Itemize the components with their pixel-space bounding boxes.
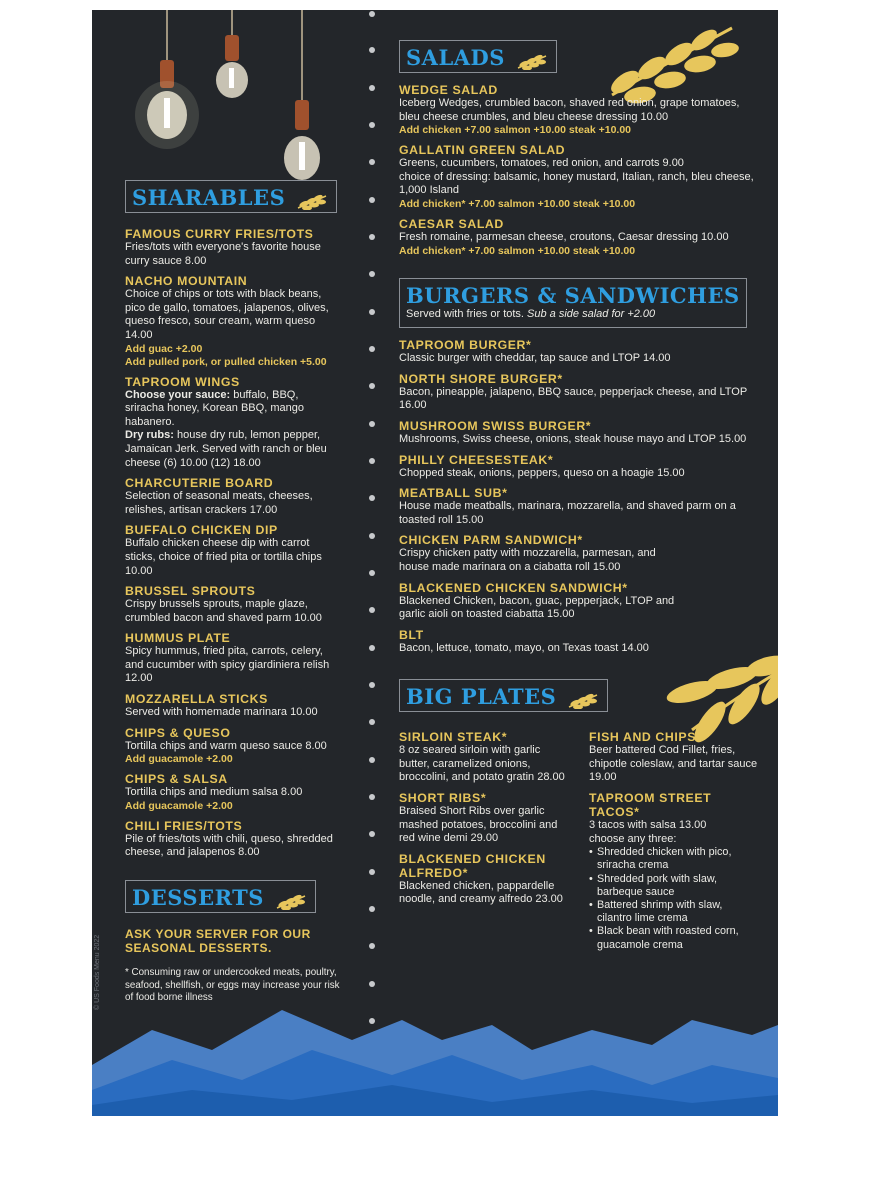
list-item: • Shredded pork with slaw, barbeque sauce — [589, 873, 759, 899]
item-description: Spicy hummus, fried pita, carrots, celery, and cucumber with spicy giardiniera relish 12.00 — [125, 645, 330, 685]
item-description: Greens, cucumbers, tomatoes, red onion, and carrots 9.00 — [399, 157, 684, 170]
item-description — [125, 389, 340, 471]
rubs-text: house dry rub, lemon pepper, Jamaican Jerk. Served with ranch or bleu cheese (6) 10.00 (12) 18.00 — [125, 429, 327, 469]
item-name: BLACKENED CHICKEN SANDWICH* — [399, 580, 628, 595]
item-name: NACHO MOUNTAIN — [125, 274, 248, 289]
big-plates-right — [589, 724, 759, 952]
wheat-icon — [567, 691, 601, 709]
menu-item — [125, 726, 340, 767]
item-description: House made meatballs, marinara, mozzarella, and shaved parm on a toasted roll 15.00 — [399, 500, 736, 526]
hanging-bulbs-illustration — [135, 10, 320, 180]
burgers-subtitle — [406, 308, 740, 322]
item-name: BRUSSEL SPROUTS — [125, 584, 256, 599]
big-plates-columns — [399, 724, 759, 952]
item-description: Tortilla chips and medium salsa 8.00 — [125, 786, 303, 799]
item-addon: Add chicken* +7.00 salmon +10.00 steak +10.00 — [399, 197, 636, 210]
item-addon: Add guacamole +2.00 — [125, 799, 233, 812]
menu-item — [125, 523, 340, 578]
list-item: • Black bean with roasted corn, guacamole crema — [589, 925, 759, 951]
item-name: MUSHROOM SWISS BURGER* — [399, 418, 592, 433]
burgers-sub-italic: Sub a side salad for +2.00 — [527, 307, 656, 320]
menu-item — [399, 83, 759, 137]
menu-item — [125, 476, 340, 517]
menu-item — [399, 486, 759, 527]
item-description: 3 tacos with salsa 13.00 — [589, 819, 707, 832]
item-name: HUMMUS PLATE — [125, 631, 231, 646]
item-description: Buffalo chicken cheese dip with carrot sticks, choice of fried pita or tortilla chips 10.00 — [125, 537, 322, 577]
menu-item — [399, 581, 759, 622]
item-description: Pile of fries/tots with chili, queso, shredded cheese, and jalapenos 8.00 — [125, 832, 333, 859]
taco-options-list — [589, 846, 759, 952]
item-name: NORTH SHORE BURGER* — [399, 371, 563, 386]
item-name: GALLATIN GREEN SALAD — [399, 143, 566, 158]
menu-item — [589, 730, 759, 785]
menu-item — [399, 852, 569, 907]
item-description: Tortilla chips and warm queso sauce 8.00 — [125, 739, 327, 752]
item-name: CHILI FRIES/TOTS — [125, 818, 243, 833]
menu-item — [399, 730, 569, 785]
item-description: Fresh romaine, parmesan cheese, croutons, Caesar dressing 10.00 — [399, 230, 729, 243]
mountain-silhouette — [92, 1010, 778, 1116]
item-description: Bacon, lettuce, tomato, mayo, on Texas toast 14.00 — [399, 641, 649, 654]
menu-item — [589, 791, 759, 952]
item-name: MOZZARELLA STICKS — [125, 692, 268, 707]
item-description: Blackened chicken, pappardelle noodle, and creamy alfredo 23.00 — [399, 879, 563, 906]
food-safety-disclaimer: * Consuming raw or undercooked meats, poultry, seafood, shellfish, or eggs may increase your risk of food borne illness — [125, 967, 340, 1004]
rubs-label: Dry rubs: — [125, 429, 174, 442]
item-description: Mushrooms, Swiss cheese, onions, steak house mayo and LTOP 15.00 — [399, 432, 747, 445]
menu-item — [125, 772, 340, 813]
sauce-text: buffalo, BBQ, sriracha honey, Korean BBQ, mango habanero. — [125, 388, 304, 428]
list-item: • Shredded chicken with pico, sriracha crema — [589, 846, 759, 872]
item-name: BLACKENED CHICKEN ALFREDO* — [399, 851, 546, 880]
salads-header — [399, 40, 557, 73]
item-name: CHICKEN PARM SANDWICH* — [399, 533, 583, 548]
item-description: choice of dressing: balsamic, honey mustard, Italian, ranch, bleu cheese, 1,000 Island — [399, 170, 754, 197]
item-description: Iceberg Wedges, crumbled bacon, shaved red onion, grape tomatoes, bleu cheese crumbles, and bleu cheese dressing 10.00 — [399, 97, 740, 123]
desserts-header — [125, 880, 316, 913]
menu-item — [125, 584, 340, 625]
item-name: CHIPS & SALSA — [125, 772, 228, 787]
copyright-text: © US Foods Menu 2022 — [94, 934, 101, 1010]
sauce-label: Choose your sauce: — [125, 388, 231, 401]
item-description: Choice of chips or tots with black beans, pico de gallo, tomatoes, jalapenos, olives, queso fresco, sour cream, warm queso 14.00 — [125, 288, 329, 341]
item-description: choose any three: — [589, 832, 677, 845]
item-description: Braised Short Ribs over garlic mashed potatoes, broccolini and red wine demi 29.00 — [399, 805, 558, 845]
item-description: Beer battered Cod Fillet, fries, chipotle coleslaw, and tartar sauce 19.00 — [589, 744, 758, 784]
item-description: Blackened Chicken, bacon, guac, pepperjack, LTOP and garlic aioli on toasted ciabatta 15.00 — [399, 594, 675, 621]
item-description: Classic burger with cheddar, tap sauce and LTOP 14.00 — [399, 352, 671, 365]
wheat-icon — [516, 52, 550, 70]
item-name: MEATBALL SUB* — [399, 486, 508, 501]
item-name: FISH AND CHIPS* — [589, 730, 702, 745]
menu-item — [125, 819, 340, 860]
item-description: 8 oz seared sirloin with garlic butter, caramelized onions, broccolini, and potato gratin 28.00 — [399, 744, 565, 784]
menu-item — [399, 791, 569, 846]
item-description: Served with homemade marinara 10.00 — [125, 706, 318, 719]
item-description: Crispy brussels sprouts, maple glaze, crumbled bacon and shaved parm 10.00 — [125, 598, 322, 624]
big-plates-left — [399, 724, 569, 952]
big-plates-title: BIG PLATES — [406, 684, 557, 710]
burgers-header — [399, 278, 747, 329]
item-name: TAPROOM WINGS — [125, 374, 240, 389]
menu-item — [399, 453, 759, 481]
item-name: BUFFALO CHICKEN DIP — [125, 523, 278, 538]
menu-item — [399, 628, 759, 656]
item-name: TAPROOM STREET TACOS* — [589, 791, 712, 820]
item-name: SIRLOIN STEAK* — [399, 730, 508, 745]
item-name: PHILLY CHEESESTEAK* — [399, 452, 554, 467]
menu-item — [125, 274, 340, 368]
menu-item — [399, 419, 759, 447]
salads-title: SALADS — [406, 45, 505, 70]
menu-item — [125, 375, 340, 471]
item-addon: Add guac +2.00 — [125, 342, 203, 355]
desserts-notice: ASK YOUR SERVER FOR OUR SEASONAL DESSERTS. — [125, 927, 311, 956]
wheat-icon — [275, 892, 309, 910]
item-name: BLT — [399, 627, 424, 642]
item-name: CHARCUTERIE BOARD — [125, 476, 274, 491]
item-description: Fries/tots with everyone's favorite house curry sauce 8.00 — [125, 241, 321, 267]
menu-item — [399, 338, 759, 366]
sharables-title: SHARABLES — [132, 185, 286, 210]
menu-item — [399, 372, 759, 413]
item-name: CAESAR SALAD — [399, 216, 504, 231]
sharables-header — [125, 180, 337, 213]
item-name: TAPROOM BURGER* — [399, 338, 532, 353]
center-dots — [369, 11, 375, 1024]
menu-item — [125, 692, 340, 720]
item-description: Chopped steak, onions, peppers, queso on a hoagie 15.00 — [399, 466, 685, 479]
item-addon: Add chicken +7.00 salmon +10.00 steak +10.00 — [399, 124, 632, 137]
left-column — [125, 180, 340, 1005]
list-item: • Battered shrimp with slaw, cilantro lime crema — [589, 899, 759, 925]
item-name: SHORT RIBS* — [399, 791, 487, 806]
item-addon: Add guacamole +2.00 — [125, 753, 233, 766]
item-addon: Add chicken* +7.00 salmon +10.00 steak +10.00 — [399, 244, 636, 257]
burgers-sub-plain: Served with fries or tots. — [406, 307, 528, 320]
item-description: Selection of seasonal meats, cheeses, relishes, artisan crackers 17.00 — [125, 490, 313, 516]
item-name: FAMOUS CURRY FRIES/TOTS — [125, 227, 314, 241]
item-name: WEDGE SALAD — [399, 83, 498, 97]
menu-item — [399, 217, 759, 258]
right-column — [399, 40, 759, 952]
item-description: Crispy chicken patty with mozzarella, parmesan, and house made marinara on a ciabatta roll 15.00 — [399, 547, 656, 573]
item-name: CHIPS & QUESO — [125, 725, 231, 740]
big-plates-header — [399, 679, 608, 712]
desserts-title: DESSERTS — [132, 885, 264, 911]
menu-item — [125, 227, 340, 268]
wheat-icon — [296, 192, 330, 210]
item-description: Bacon, pineapple, jalapeno, BBQ sauce, pepperjack cheese, and LTOP 16.00 — [399, 385, 747, 412]
menu-item — [125, 631, 340, 686]
item-addon: Add pulled pork, or pulled chicken +5.00 — [125, 355, 327, 368]
burgers-title: BURGERS & SANDWICHES — [406, 282, 740, 308]
menu-item — [399, 533, 759, 574]
menu-page — [92, 10, 778, 1116]
menu-item — [399, 143, 759, 211]
